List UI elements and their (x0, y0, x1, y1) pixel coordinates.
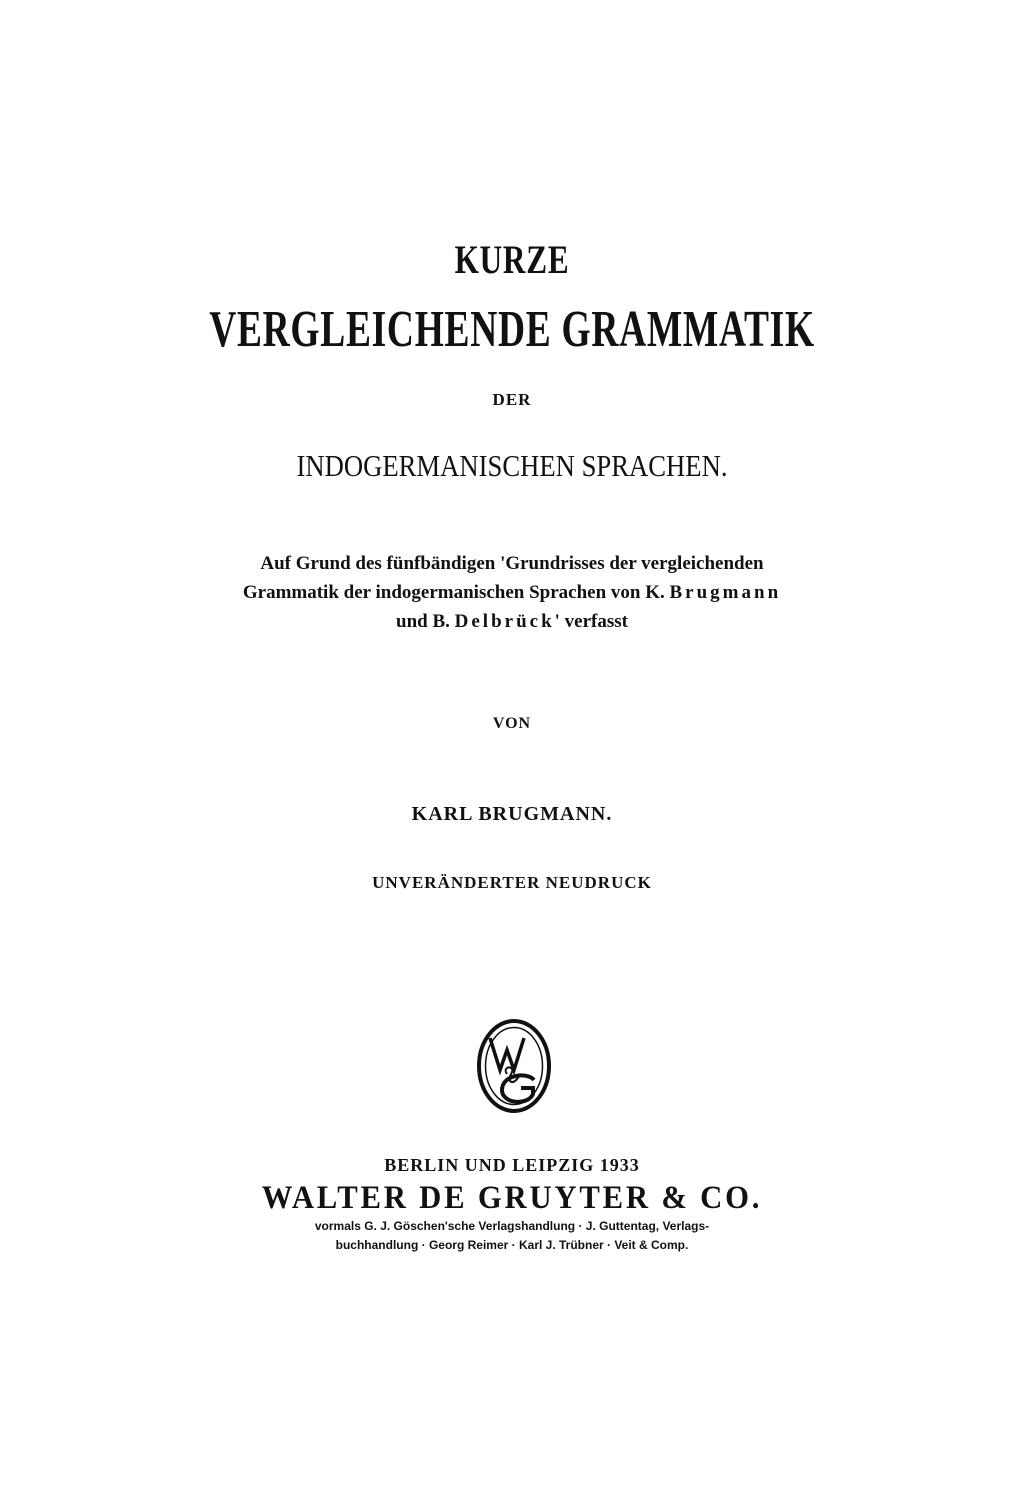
publisher-name: WALTER DE GRUYTER & CO. (261, 1180, 763, 1216)
publisher-formerly-note (0, 1217, 1024, 1255)
walter-de-gruyter-wg-monogram-icon (476, 1018, 552, 1114)
subtitle-line-1: Auf Grund des fünfbändigen 'Grundrisses der vergleichenden (260, 553, 764, 574)
subtitle-line-2 (0, 578, 1024, 607)
formerly-line-1: vormals G. J. Göschen'sche Verlagshandlung · J. Guttentag, Verlags- (314, 1219, 710, 1233)
title-line-sprachen: INDOGERMANISCHEN SPRACHEN. (296, 448, 728, 483)
formerly-line-2: buchhandlung · Georg Reimer · Karl J. Trübner · Veit & Comp. (335, 1238, 689, 1252)
subtitle-line-3 (0, 607, 1024, 636)
subtitle-line-3-suffix: ' verfasst (554, 611, 628, 632)
title-line-kurze: KURZE (454, 237, 570, 282)
subtitle-line-2-text: Grammatik der indogermanischen Sprachen von K. (242, 582, 670, 603)
subtitle-delbrueck-name: Delbrück (454, 611, 555, 632)
byline-von: VON (492, 715, 532, 732)
place-and-year: BERLIN UND LEIPZIG 1933 (384, 1155, 640, 1175)
author-name: KARL BRUGMANN. (411, 803, 613, 825)
subtitle-brugmann-name: Brugmann (669, 582, 782, 603)
title-line-der: DER (492, 390, 532, 409)
title-line-grammatik: VERGLEICHENDE GRAMMATIK (209, 301, 815, 358)
subtitle-block (0, 549, 1024, 636)
edition-note: UNVERÄNDERTER NEUDRUCK (372, 873, 652, 892)
subtitle-line-3-text: und B. (396, 611, 455, 632)
